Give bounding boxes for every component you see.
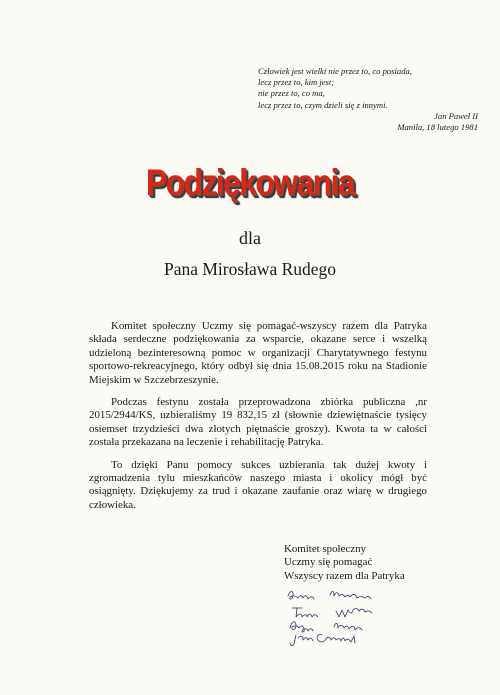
dla-label: dla <box>239 228 261 248</box>
signature-line-3: Wszyscy razem dla Patryka <box>284 569 405 582</box>
quote-author: Jan Paweł II <box>434 110 478 121</box>
signature-4 <box>290 635 355 646</box>
signature-line-2: Uczmy się pomagać <box>284 556 373 569</box>
page-title: Podziękowania <box>146 162 354 203</box>
signature-1 <box>288 591 371 599</box>
paragraph-2: Podczas festynu została przeprowadzona zbiórka publiczna ,nr 2015/2944/KS, uzbieraliśmy 19 832,15 zł (słownie dziewiętnaście tysięcy osiemset trzydzieści dwa złotych piętnaście groszy). Kwota ta w całości została przekazana na leczenie i rehabilitację Patryka. <box>89 396 427 449</box>
paragraph-3: To dzięki Panu pomocy sukces uzbierania tak dużej kwoty i zgromadzenia tylu mieszkańców naszego miasta i okolicy mógł być osiągnięty. Dziękujemy za trud i okazane zaufanie oraz wiarę w drugiego człowieka. <box>89 458 427 511</box>
quote-line-1: Człowiek jest wielki nie przez to, co posiada, <box>258 66 412 76</box>
quote-place-date: Manila, 18 lutego 1981 <box>397 122 478 133</box>
letter-body <box>89 320 427 521</box>
signature-line-1: Komitet społeczny <box>284 543 366 555</box>
quote-line-4: lecz przez to, czym dzieli się z innymi. <box>258 99 388 110</box>
quote-line-2: lecz przez to, kim jest; <box>258 77 335 88</box>
signature-3 <box>290 622 362 632</box>
recipient-name: Pana Mirosława Rudego <box>163 259 337 279</box>
signature-block <box>284 543 464 583</box>
handwritten-signatures <box>282 586 432 646</box>
title-wrapper <box>0 162 500 204</box>
signature-2 <box>292 608 372 617</box>
paragraph-1: Komitet społeczny Uczmy się pomagać-wszyscy razem dla Patryka składa serdeczne podziękowania za wsparcie, okazane serce i wszelką udzieloną bezinteresowną pomoc w organizacji Charytatywnego festynu sportowo-rekreacyjnego, który odbył się dnia 15.08.2015 roku na Stadionie Miejskim w Szczebrzeszynie. <box>89 320 427 386</box>
epigraph-quote <box>258 66 478 133</box>
quote-line-3: nie przez to, co ma, <box>258 88 325 99</box>
